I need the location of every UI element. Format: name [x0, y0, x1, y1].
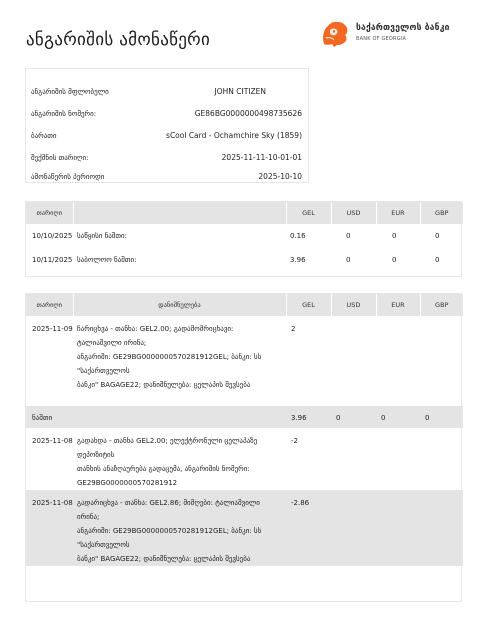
table-row: [26, 316, 463, 392]
txn-balance-label: ნაშთი: [26, 406, 73, 428]
statement-period-value: 2025-10-10: [258, 172, 302, 181]
txn-line: ანგარიში: GE29BG0000000570281912GEL; ბანკი: სს "საქართველოს: [77, 353, 262, 375]
info-row-card: [26, 125, 308, 147]
txn-line: თანხის ანაზღაურება გადაცემა, ანგარიშის ნომერი:: [77, 465, 250, 473]
info-row-holder: [26, 81, 308, 103]
txn-usd: [331, 316, 376, 392]
txn-date: 2025-11-08: [32, 437, 73, 445]
balance-eur: 0: [392, 256, 397, 264]
txn-description: [73, 428, 286, 490]
account-number-value: GE86BG0000000498735626: [194, 109, 302, 118]
txn-eur: [376, 428, 420, 490]
column-header: USD: [331, 202, 376, 224]
balance-date: 10/10/2025: [32, 232, 73, 240]
txn-line: ჩარიცხვა - თანხა: GEL2.00; გადამომრიცხავი: ტალიაშვილი ირინა;: [77, 325, 234, 347]
table-row: [26, 428, 463, 490]
txn-line: ბანკი" BAGAGE22; დანიშნულება: ცელაპის შევსება: [77, 555, 251, 563]
bank-name-english: BANK OF GEORGIA: [356, 36, 407, 42]
balances-table: [25, 201, 462, 277]
bank-name: საქართველოს ბანკი: [356, 23, 450, 33]
column-header: თარიღი: [26, 294, 73, 316]
balance-gel: 3.96: [290, 256, 306, 264]
info-row-account-number: [26, 103, 308, 125]
column-header: EUR: [376, 294, 420, 316]
transactions-table: [25, 293, 462, 602]
table-row: [26, 224, 463, 248]
txn-gel: -2: [291, 437, 298, 445]
page-title: ანგარიშის ამონაწერი: [26, 30, 211, 50]
txn-description: [73, 490, 286, 566]
txn-usd: 0: [331, 406, 376, 428]
balance-date: 10/11/2025: [32, 256, 73, 264]
txn-line: ბანკი" BAGAGE22; დანიშნულება: ცელაპის შევსება: [77, 381, 251, 389]
txn-eur: [376, 316, 420, 392]
txn-usd: [331, 428, 376, 490]
txn-gbp: [420, 490, 463, 566]
column-header: [73, 202, 286, 224]
lion-logo-icon: [320, 20, 350, 48]
balance-label: საბოლოო ნაშთი:: [77, 256, 137, 264]
created-date-value: 2025-11-11-10-01-01: [221, 153, 302, 162]
balance-label: საწყისი ნაშთი:: [77, 232, 128, 240]
table-header-row: [26, 202, 463, 224]
txn-description: [73, 316, 286, 392]
column-header: GEL: [286, 294, 331, 316]
txn-line: გადარიცხვა - თანხა: GEL2.86; მიმღები: ტალიაშვილი ირინა;: [77, 499, 260, 521]
txn-usd: [331, 490, 376, 566]
balance-row: [26, 406, 463, 428]
txn-eur: 0: [376, 406, 420, 428]
table-header-row: [26, 294, 463, 316]
txn-description: [73, 406, 286, 428]
info-label: შექმნის თარიღი:: [31, 154, 89, 162]
column-header: USD: [331, 294, 376, 316]
balance-gbp: 0: [435, 232, 440, 240]
column-header: GEL: [286, 202, 331, 224]
txn-gbp: [420, 316, 463, 392]
column-header: თარიღი: [26, 202, 73, 224]
table-row: [26, 392, 463, 406]
txn-gel: 2: [291, 325, 296, 333]
txn-gel: -2.86: [286, 490, 331, 566]
table-row: [26, 490, 463, 566]
card-value: sCool Card - Ochamchire Sky (1859): [166, 131, 302, 140]
balance-usd: 0: [346, 256, 351, 264]
bank-logo: [320, 20, 470, 48]
txn-eur: [376, 490, 420, 566]
txn-date: 2025-11-09: [32, 325, 73, 333]
balance-usd: 0: [346, 232, 351, 240]
balance-gbp: 0: [435, 256, 440, 264]
info-label: ანგარიშის მფლობელი: [31, 88, 109, 96]
txn-line: GE29BG0000000570281912: [77, 479, 178, 487]
account-info-panel: [25, 68, 309, 183]
txn-date: 2025-11-08: [26, 490, 73, 566]
txn-line: გადახდა - თანხა GEL2.00; ელექტრონული ცელაპაზე დეპოზიტის: [77, 437, 258, 459]
txn-gel: 3.96: [286, 406, 331, 428]
info-label: ბარათი: [31, 132, 57, 140]
txn-gbp: 0: [420, 406, 463, 428]
txn-gbp: [420, 428, 463, 490]
info-label: ანგარიშის ნომერი:: [31, 110, 97, 118]
info-label: ამონაწერის პერიოდი: [31, 173, 105, 181]
column-header: დანიშნულება: [73, 294, 286, 316]
info-row-period: [26, 166, 308, 188]
txn-line: ანგარიში: GE29BG0000000570281912GEL; ბანკი: სს "საქართველოს: [77, 527, 262, 549]
account-holder-value: JOHN CITIZEN: [214, 87, 266, 96]
balance-gel: 0.16: [290, 232, 306, 240]
table-row: [26, 248, 463, 272]
column-header: EUR: [376, 202, 420, 224]
balance-eur: 0: [392, 232, 397, 240]
column-header: GBP: [420, 294, 463, 316]
column-header: GBP: [420, 202, 463, 224]
